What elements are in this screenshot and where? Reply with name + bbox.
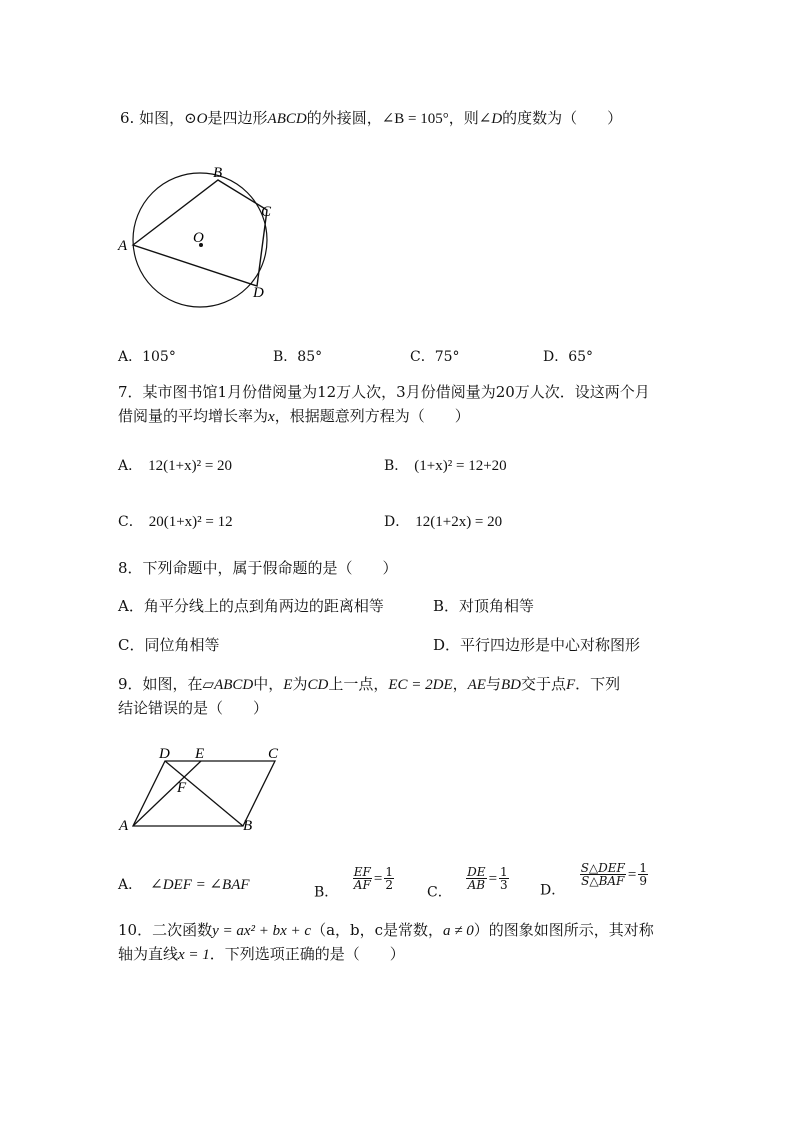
- q8-stem: 8．下列命题中，属于假命题的是（ ）: [118, 559, 398, 577]
- segment-ae: [133, 761, 201, 826]
- q10-stem-line2: [118, 943, 405, 966]
- q9-e: E: [283, 677, 293, 693]
- q7-option-a-expr: 12(1+x)² = 20: [148, 458, 233, 474]
- q7-stem-line2: [118, 405, 470, 428]
- q9-option-b-label: B．: [314, 884, 339, 901]
- q9-option-d-left-frac: [580, 862, 626, 887]
- q9-option-b-right-frac: [384, 866, 394, 891]
- q9-option-b-left-frac: [353, 866, 372, 891]
- frac-num: S△DEF: [580, 861, 625, 875]
- frac-num: EF: [353, 865, 371, 879]
- q6-figure-circle-quadrilateral: [115, 160, 295, 310]
- circle-symbol-icon: ⊙: [184, 109, 197, 127]
- q6-circle-name: O: [196, 111, 208, 127]
- label-e: E: [195, 746, 205, 762]
- q9-option-a-label: A．: [118, 877, 143, 893]
- q6-angle-b: ∠B = 105°: [381, 111, 449, 127]
- q7-option-a-label: A．: [118, 458, 143, 474]
- q9-text-g: 与: [485, 675, 501, 693]
- q9-text-e: 上一点，: [328, 675, 389, 693]
- q7-option-b-label: B．: [384, 458, 409, 474]
- q10-text-b: （a，b，c是常数，: [311, 921, 444, 939]
- frac-den: 2: [385, 878, 393, 892]
- q9-option-c-right-frac: [499, 866, 509, 891]
- q9-option-b: [314, 866, 394, 902]
- label-o: O: [193, 230, 204, 246]
- q10-text-d: 轴为直线: [118, 945, 179, 963]
- q6-text-a: 是四边形: [207, 109, 268, 127]
- label-d: D: [159, 746, 170, 762]
- q9-text-f: ，: [452, 675, 468, 693]
- q9-option-b-equals: =: [373, 870, 383, 887]
- q7-text-b: ，根据题意列方程为（ ）: [274, 407, 470, 425]
- q9-text-i: ．下列: [575, 675, 621, 693]
- frac-den: AB: [467, 878, 486, 892]
- frac-num: 1: [500, 865, 508, 879]
- q6-text-d: 的度数为（ ）: [502, 109, 623, 127]
- q9-option-d-equals: =: [627, 866, 637, 883]
- frac-den: S△BAF: [581, 874, 625, 888]
- q9-stem-line1: [118, 673, 620, 696]
- q9-option-a: [118, 874, 250, 894]
- frac-num: 1: [385, 865, 393, 879]
- q7-option-a: [118, 455, 232, 475]
- frac-den: AF: [353, 878, 371, 892]
- q9-option-c-label: C．: [427, 884, 452, 901]
- q10-cond: a ≠ 0: [443, 923, 474, 939]
- q6-option-c: C．75°: [410, 349, 460, 365]
- label-c: C: [261, 204, 272, 220]
- q7-option-c: [118, 511, 233, 531]
- q6-option-d: D．65°: [543, 349, 594, 365]
- frac-den: 9: [639, 874, 647, 888]
- q6-quad: ABCD: [267, 111, 307, 127]
- q7-option-b-expr: (1+x)² = 12+20: [414, 458, 507, 474]
- q9-text-h: 交于点: [520, 675, 566, 693]
- q9-f: F: [566, 677, 576, 693]
- q9-option-c-equals: =: [488, 870, 498, 887]
- q7-option-d-label: D．: [384, 514, 410, 530]
- q6-angle-d: D: [491, 111, 503, 127]
- q9-figure-parallelogram: [115, 740, 295, 840]
- q10-text-c: ）的图象如图所示，其对称: [473, 921, 654, 939]
- q9-text-a: 9．如图，在: [118, 675, 203, 693]
- q9-option-d-label: D．: [540, 882, 566, 899]
- q10-text-e: ．下列选项正确的是（ ）: [209, 945, 405, 963]
- q9-ec-eq: EC = 2DE: [388, 677, 453, 693]
- q6-option-a: A．105°: [118, 349, 176, 365]
- q7-option-d: [384, 511, 502, 531]
- q9-option-d-right-frac: [638, 862, 648, 887]
- q9-bd: BD: [500, 677, 521, 693]
- q10-text-a: 10．二次函数: [118, 921, 213, 939]
- q7-option-b: [384, 455, 507, 475]
- q9-text-d: 为: [292, 675, 308, 693]
- q9-option-a-expr: ∠DEF = ∠BAF: [150, 877, 250, 893]
- q9-option-c-left-frac: [466, 866, 486, 891]
- q7-var-x: x: [268, 409, 275, 425]
- q9-stem-line2: 结论错误的是（ ）: [118, 699, 269, 717]
- label-a: A: [118, 238, 128, 254]
- q8-option-c: C．同位角相等: [118, 636, 220, 654]
- label-c: C: [268, 746, 279, 762]
- q9-abcd: ABCD: [214, 677, 254, 693]
- q6-option-b: B．85°: [273, 349, 323, 365]
- q6-number: 6. 如图，: [120, 109, 185, 127]
- q6-stem: [120, 107, 622, 130]
- label-a: A: [119, 818, 129, 834]
- q10-axis: x = 1: [178, 947, 210, 963]
- q9-option-d: [540, 862, 648, 900]
- q8-option-b: B．对顶角相等: [433, 597, 535, 615]
- q7-option-d-expr: 12(1+2x) = 20: [415, 514, 503, 530]
- q7-option-c-expr: 20(1+x)² = 12: [148, 514, 233, 530]
- label-f: F: [177, 780, 187, 796]
- label-b: B: [243, 818, 253, 834]
- frac-num: DE: [467, 865, 486, 879]
- frac-den: 3: [500, 878, 508, 892]
- q6-text-c: ，则∠: [448, 109, 492, 127]
- q7-stem-line1: 7．某市图书馆1月份借阅量为12万人次，3月份借阅量为20万人次．设这两个月: [118, 383, 650, 401]
- q9-option-c: [427, 866, 509, 902]
- q10-stem-line1: [118, 919, 654, 942]
- q8-option-d: D．平行四边形是中心对称图形: [433, 636, 641, 654]
- q7-text-a: 借阅量的平均增长率为: [118, 407, 269, 425]
- parallelogram-icon: ▱: [202, 675, 215, 693]
- label-d: D: [253, 285, 264, 301]
- q7-option-c-label: C．: [118, 514, 143, 530]
- frac-num: 1: [639, 861, 647, 875]
- q10-func: y = ax² + bx + c: [212, 923, 312, 939]
- q9-text-c: 中，: [253, 675, 284, 693]
- q8-option-a: A．角平分线上的点到角两边的距离相等: [118, 597, 384, 615]
- q6-text-b: 的外接圆，: [306, 109, 382, 127]
- label-b: B: [213, 165, 223, 181]
- q9-ae: AE: [467, 677, 486, 693]
- q9-cd: CD: [307, 677, 329, 693]
